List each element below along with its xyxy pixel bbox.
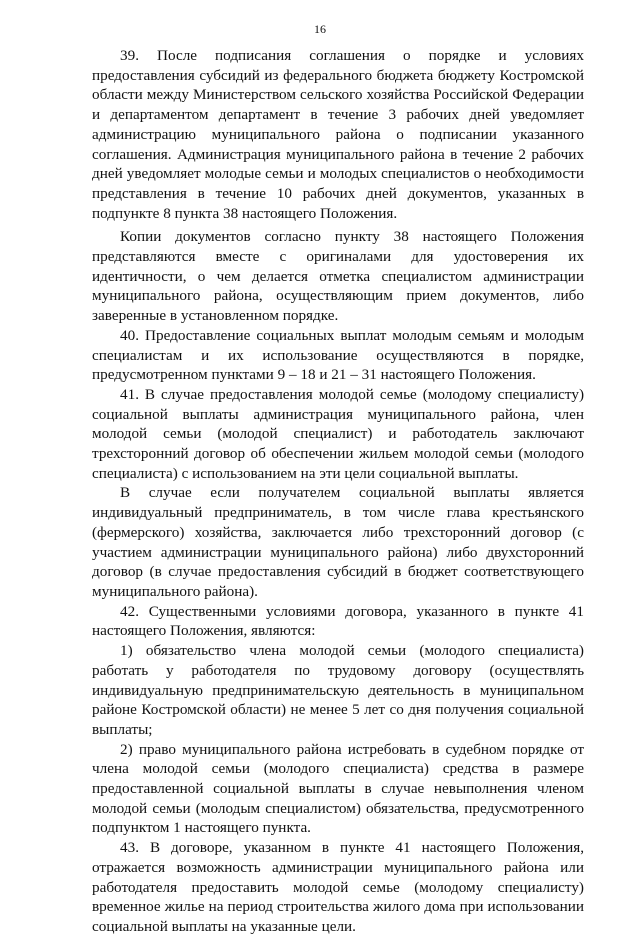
paragraph-individual-entrepreneur: В случае если получателем социальной выплаты является индивидуальный предприниматель, в том числе глава крестьянского (фермерского) хозяйства, заключается либо трехсторонний договор (с участием администрации муниципального района) либо двухсторонний договор (в случае предоставления субсидий в бюджет соответствующего муниципального района). [92,484,584,600]
paragraph-43: 43. В договоре, указанном в пункте 41 настоящего Положения, отражается возможность администрации муниципального района или работодателя предоставить молодой семье (молодому специалисту) временное жилье на период строительства жилого дома при использовании социальной выплаты на указанные цели. [92,839,584,935]
paragraph-42-item-1: 1) обязательство члена молодой семьи (молодого специалиста) работать у работодателя по трудовому договору (осуществлять индивидуальную предпринимательскую деятельность в муниципальном районе Костромской области) не менее 5 лет со дня получения социальной выплаты; [92,642,584,738]
page-number: 16 [314,22,326,36]
paragraph-42-item-2: 2) право муниципального района истребовать в судебном порядке от члена молодой семьи (молодого специалиста) средства в размере предоставленной социальной выплаты в случае невыполнения членом молодой семьи (молодым специалистом) обязательства, предусмотренного подпунктом 1 настоящего пункта. [92,740,584,837]
paragraph-copies-of-documents: Копии документов согласно пункту 38 настоящего Положения представляются вместе с оригиналами для удостоверения их идентичности, о чем делается отметка специалистом администрации муниципального района, осуществляющим прием документов, либо заверенные в установленном порядке. [92,228,584,325]
document-body [92,46,584,937]
paragraph-42: 42. Существенными условиями договора, указанного в пункте 41 настоящего Положения, являются: [92,602,584,640]
paragraph-39: 39. После подписания соглашения о порядке и условиях предоставления субсидий из федерального бюджета бюджету Костромской области между Министерством сельского хозяйства Российской Федерации и департаментом департамент в течение 3 рабочих дней уведомляет администрацию муниципального района о подписании указанного соглашения. Администрация муниципального района в течение 2 рабочих дней уведомляет молодые семьи и молодых специалистов о необходимости представления в течение 10 рабочих дней документов, указанных в подпункте 8 пункта 38 настоящего Положения. [92,47,584,222]
paragraph-40: 40. Предоставление социальных выплат молодым семьям и молодым специалистам и их использование осуществляются в порядке, предусмотренном пунктами 9 – 18 и 21 – 31 настоящего Положения. [92,326,584,384]
paragraph-41: 41. В случае предоставления молодой семье (молодому специалисту) социальной выплаты администрация муниципального района, член молодой семьи (молодой специалист) и работодатель заключают трехсторонний договор об обеспечении жильем молодой семьи (молодого специалиста) с использованием на эти цели социальной выплаты. [92,385,584,482]
